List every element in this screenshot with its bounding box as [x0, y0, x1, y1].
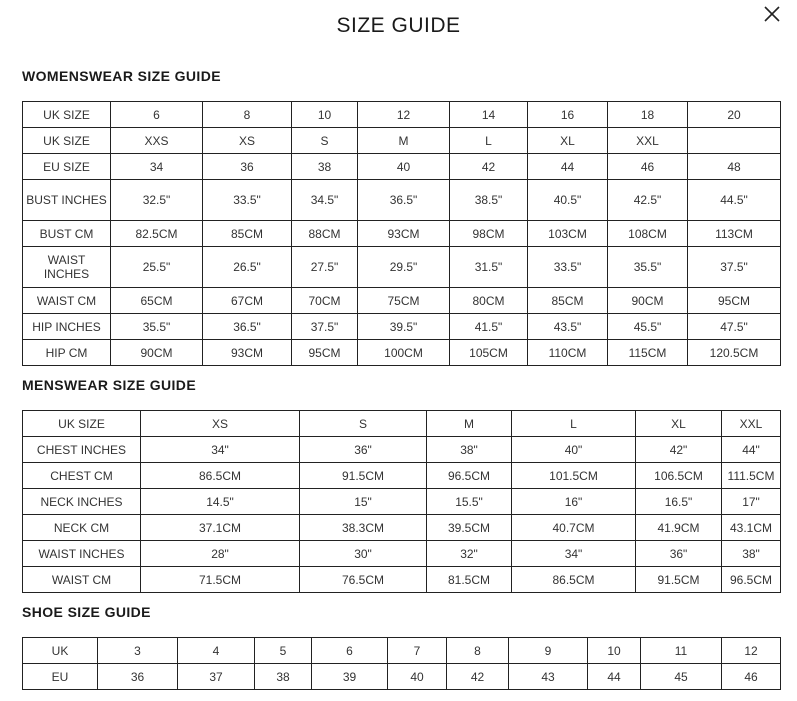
- table-cell: 81.5CM: [427, 567, 512, 593]
- table-cell: 14.5": [141, 489, 300, 515]
- table-cell: 28": [141, 541, 300, 567]
- table-cell: 12: [722, 638, 781, 664]
- table-cell: 95CM: [292, 340, 358, 366]
- row-header-cell: CHEST CM: [23, 463, 141, 489]
- table-cell: 86.5CM: [512, 567, 636, 593]
- table-cell: 32.5": [111, 180, 203, 221]
- table-cell: 3: [98, 638, 178, 664]
- table-cell: 86.5CM: [141, 463, 300, 489]
- table-cell: 18: [608, 102, 688, 128]
- table-cell: XS: [203, 128, 292, 154]
- table-cell: 36.5": [358, 180, 450, 221]
- table-cell: 17": [722, 489, 781, 515]
- table-cell: 44.5": [688, 180, 781, 221]
- table-cell: XS: [141, 411, 300, 437]
- table-cell: 15.5": [427, 489, 512, 515]
- table-cell: 20: [688, 102, 781, 128]
- table-cell: 9: [509, 638, 588, 664]
- table-cell: XXL: [722, 411, 781, 437]
- table-cell: XXS: [111, 128, 203, 154]
- table-cell: 76.5CM: [300, 567, 427, 593]
- table-cell: 34": [141, 437, 300, 463]
- table-cell: 105CM: [450, 340, 528, 366]
- modal-title: SIZE GUIDE: [336, 14, 461, 37]
- row-header-cell: EU: [23, 664, 98, 690]
- table-cell: XXL: [608, 128, 688, 154]
- table-cell: 95CM: [688, 288, 781, 314]
- row-header-cell: WAIST INCHES: [23, 247, 111, 288]
- table-cell: 12: [358, 102, 450, 128]
- table-cell: 41.9CM: [636, 515, 722, 541]
- table-cell: XL: [528, 128, 608, 154]
- row-header-cell: EU SIZE: [23, 154, 111, 180]
- table-cell: 45: [641, 664, 722, 690]
- table-cell: 90CM: [111, 340, 203, 366]
- table-cell: 30": [300, 541, 427, 567]
- table-cell: 26.5": [203, 247, 292, 288]
- table-row: [23, 288, 781, 314]
- table-cell: 100CM: [358, 340, 450, 366]
- table-cell: L: [512, 411, 636, 437]
- table-cell: 16": [512, 489, 636, 515]
- table-cell: 110CM: [528, 340, 608, 366]
- row-header-cell: NECK CM: [23, 515, 141, 541]
- table-cell: 44: [588, 664, 641, 690]
- table-row: [23, 489, 781, 515]
- table-row: [23, 102, 781, 128]
- table-cell: 29.5": [358, 247, 450, 288]
- table-cell: 65CM: [111, 288, 203, 314]
- table-cell: 40: [388, 664, 447, 690]
- table-cell: 15": [300, 489, 427, 515]
- table-cell: 32": [427, 541, 512, 567]
- table-cell: 43.1CM: [722, 515, 781, 541]
- table-cell: 43.5": [528, 314, 608, 340]
- table-cell: 40.5": [528, 180, 608, 221]
- table-cell: 42: [447, 664, 509, 690]
- close-button[interactable]: [762, 4, 782, 24]
- table-row: [23, 567, 781, 593]
- row-header-cell: HIP INCHES: [23, 314, 111, 340]
- table-cell: 108CM: [608, 221, 688, 247]
- table-cell: 34.5": [292, 180, 358, 221]
- womens-size-table: [22, 101, 781, 366]
- close-icon: [762, 4, 782, 24]
- table-cell: M: [427, 411, 512, 437]
- table-cell: 40": [512, 437, 636, 463]
- table-cell: 42: [450, 154, 528, 180]
- table-cell: 41.5": [450, 314, 528, 340]
- table-cell: 85CM: [528, 288, 608, 314]
- table-row: [23, 411, 781, 437]
- table-cell: 46: [722, 664, 781, 690]
- table-row: [23, 463, 781, 489]
- table-cell: XL: [636, 411, 722, 437]
- table-cell: 8: [203, 102, 292, 128]
- table-cell: 96.5CM: [722, 567, 781, 593]
- table-cell: 16: [528, 102, 608, 128]
- table-cell: 39.5CM: [427, 515, 512, 541]
- table-row: [23, 180, 781, 221]
- row-header-cell: UK SIZE: [23, 102, 111, 128]
- row-header-cell: UK SIZE: [23, 411, 141, 437]
- table-cell: 75CM: [358, 288, 450, 314]
- table-row: [23, 638, 781, 664]
- table-cell: 38: [292, 154, 358, 180]
- table-cell: 98CM: [450, 221, 528, 247]
- table-cell: 16.5": [636, 489, 722, 515]
- table-cell: 36: [203, 154, 292, 180]
- table-cell: 115CM: [608, 340, 688, 366]
- table-cell: 6: [312, 638, 388, 664]
- table-cell: 101.5CM: [512, 463, 636, 489]
- table-cell: 40.7CM: [512, 515, 636, 541]
- table-cell: 8: [447, 638, 509, 664]
- table-cell: 120.5CM: [688, 340, 781, 366]
- row-header-cell: BUST CM: [23, 221, 111, 247]
- table-cell: 6: [111, 102, 203, 128]
- shoe-size-table: [22, 637, 781, 690]
- table-row: [23, 221, 781, 247]
- table-cell: 37.5": [292, 314, 358, 340]
- table-cell: 47.5": [688, 314, 781, 340]
- table-cell: 39: [312, 664, 388, 690]
- table-cell: 93CM: [358, 221, 450, 247]
- table-cell: 46: [608, 154, 688, 180]
- table-cell: 7: [388, 638, 447, 664]
- table-cell: 5: [255, 638, 312, 664]
- row-header-cell: WAIST CM: [23, 567, 141, 593]
- table-cell: L: [450, 128, 528, 154]
- table-cell: 93CM: [203, 340, 292, 366]
- table-cell: 88CM: [292, 221, 358, 247]
- table-cell: 40: [358, 154, 450, 180]
- table-cell: 11: [641, 638, 722, 664]
- table-row: [23, 515, 781, 541]
- table-cell: 34": [512, 541, 636, 567]
- table-row: [23, 154, 781, 180]
- table-cell: 33.5": [528, 247, 608, 288]
- table-row: [23, 340, 781, 366]
- table-cell: 67CM: [203, 288, 292, 314]
- table-cell: 103CM: [528, 221, 608, 247]
- table-cell: 44": [722, 437, 781, 463]
- table-cell: 39.5": [358, 314, 450, 340]
- table-row: [23, 314, 781, 340]
- table-cell: 38.5": [450, 180, 528, 221]
- table-cell: 37.1CM: [141, 515, 300, 541]
- table-cell: 70CM: [292, 288, 358, 314]
- table-cell: 42": [636, 437, 722, 463]
- table-cell: 96.5CM: [427, 463, 512, 489]
- table-row: [23, 437, 781, 463]
- table-cell: 14: [450, 102, 528, 128]
- table-cell: 82.5CM: [111, 221, 203, 247]
- table-cell: 38": [427, 437, 512, 463]
- table-cell: 106.5CM: [636, 463, 722, 489]
- table-cell: M: [358, 128, 450, 154]
- table-cell: 35.5": [608, 247, 688, 288]
- table-cell: 44: [528, 154, 608, 180]
- table-cell: 38.3CM: [300, 515, 427, 541]
- table-row: [23, 247, 781, 288]
- table-cell: 36: [98, 664, 178, 690]
- table-cell: 36.5": [203, 314, 292, 340]
- table-cell: 91.5CM: [636, 567, 722, 593]
- table-cell: 31.5": [450, 247, 528, 288]
- table-row: [23, 128, 781, 154]
- table-cell: 45.5": [608, 314, 688, 340]
- table-cell: 37: [178, 664, 255, 690]
- womens-section-title: WOMENSWEAR SIZE GUIDE: [22, 68, 221, 84]
- table-cell: 38: [255, 664, 312, 690]
- table-cell: 111.5CM: [722, 463, 781, 489]
- table-cell: 10: [292, 102, 358, 128]
- table-cell: 43: [509, 664, 588, 690]
- table-cell: 36": [300, 437, 427, 463]
- table-cell: 34: [111, 154, 203, 180]
- table-cell: 42.5": [608, 180, 688, 221]
- table-row: [23, 664, 781, 690]
- table-cell: 91.5CM: [300, 463, 427, 489]
- row-header-cell: UK: [23, 638, 98, 664]
- row-header-cell: WAIST INCHES: [23, 541, 141, 567]
- table-cell: 80CM: [450, 288, 528, 314]
- table-cell: 35.5": [111, 314, 203, 340]
- mens-size-table: [22, 410, 781, 593]
- table-cell: 36": [636, 541, 722, 567]
- shoes-section-title: SHOE SIZE GUIDE: [22, 604, 151, 620]
- row-header-cell: BUST INCHES: [23, 180, 111, 221]
- table-cell: 85CM: [203, 221, 292, 247]
- table-cell: 25.5": [111, 247, 203, 288]
- row-header-cell: UK SIZE: [23, 128, 111, 154]
- table-cell: 37.5": [688, 247, 781, 288]
- row-header-cell: NECK INCHES: [23, 489, 141, 515]
- row-header-cell: WAIST CM: [23, 288, 111, 314]
- table-cell: 10: [588, 638, 641, 664]
- table-cell: 71.5CM: [141, 567, 300, 593]
- table-cell: S: [292, 128, 358, 154]
- table-cell: S: [300, 411, 427, 437]
- table-cell: 113CM: [688, 221, 781, 247]
- table-cell: 38": [722, 541, 781, 567]
- table-cell: [688, 128, 781, 154]
- mens-section-title: MENSWEAR SIZE GUIDE: [22, 377, 197, 393]
- table-cell: 4: [178, 638, 255, 664]
- table-cell: 48: [688, 154, 781, 180]
- table-row: [23, 541, 781, 567]
- table-cell: 33.5": [203, 180, 292, 221]
- table-cell: 27.5": [292, 247, 358, 288]
- row-header-cell: HIP CM: [23, 340, 111, 366]
- table-cell: 90CM: [608, 288, 688, 314]
- row-header-cell: CHEST INCHES: [23, 437, 141, 463]
